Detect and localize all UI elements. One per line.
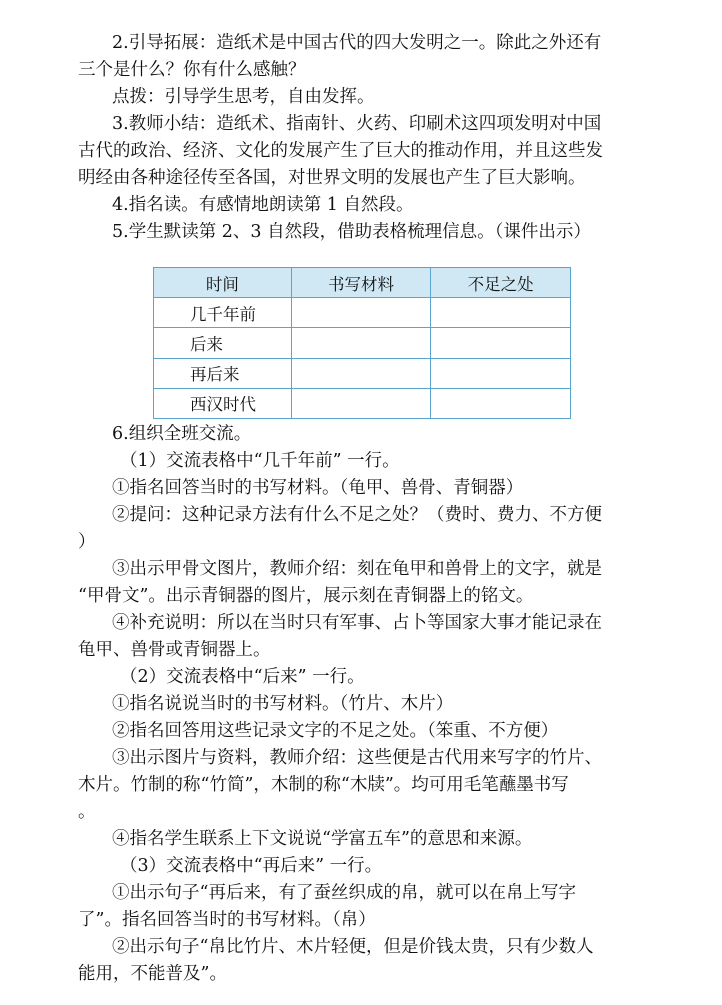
- section-3-item-1-line-2: 了”。指名回答当时的书写材料。（帛）: [78, 910, 376, 930]
- section-2-item-3-line-3: 。: [78, 802, 96, 822]
- table-cell-time: 后来: [154, 328, 292, 358]
- section-2-item-1: ①指名说说当时的书写材料。（竹片、木片）: [112, 694, 454, 714]
- paragraph-4: 4.指名读。有感情地朗读第 1 自然段。: [112, 195, 414, 215]
- section-3-item-2-line-1: ②出示句子“帛比竹片、木片轻便，但是价钱太贵，只有少数人: [112, 937, 594, 957]
- table-cell-shortcoming: [431, 328, 571, 358]
- section-1-item-4-line-2: 龟甲、兽骨或青铜器上。: [78, 640, 271, 660]
- paragraph-6: 6.组织全班交流。: [112, 424, 252, 444]
- section-3-item-1-line-1: ①出示句子“再后来，有了蚕丝织成的帛，就可以在帛上写字: [112, 883, 576, 903]
- info-table: [153, 267, 571, 419]
- table-cell-time: 再后来: [154, 358, 292, 388]
- table-cell-time: 西汉时代: [154, 388, 292, 418]
- paragraph-3-line-1: 3.教师小结：造纸术、指南针、火药、印刷术这四项发明对中国: [112, 114, 602, 134]
- paragraph-3-line-2: 古代的政治、经济、文化的发展产生了巨大的推动作用，并且这些发: [78, 141, 603, 161]
- section-2-item-4: ④指名学生联系上下文说说“学富五车”的意思和来源。: [112, 829, 533, 849]
- table-cell-material: [291, 358, 431, 388]
- section-1-heading: （1）交流表格中“几千年前” 一行。: [120, 451, 400, 471]
- table-cell-shortcoming: [431, 298, 571, 328]
- table-header-shortcoming: 不足之处: [431, 268, 571, 298]
- section-1-item-3-line-2: “甲骨文”。出示青铜器的图片，展示刻在青铜器上的铭文。: [78, 586, 534, 606]
- table-cell-material: [291, 298, 431, 328]
- paragraph-5: 5.学生默读第 2、3 自然段，借助表格梳理信息。（课件出示）: [112, 222, 591, 242]
- section-3-item-2-line-2: 能用，不能普及”。: [78, 964, 227, 984]
- table-header-row: [154, 268, 571, 298]
- section-1-item-4-line-1: ④补充说明：所以在当时只有军事、占卜等国家大事才能记录在: [112, 613, 602, 633]
- table-header-time: 时间: [154, 268, 292, 298]
- section-2-heading: （2）交流表格中“后来” 一行。: [120, 667, 365, 687]
- table-cell-shortcoming: [431, 358, 571, 388]
- table-row: [154, 388, 571, 418]
- section-1-item-2-line-2: ）: [78, 532, 96, 552]
- paragraph-2-line-1: 2.引导拓展：造纸术是中国古代的四大发明之一。除此之外还有: [112, 33, 602, 53]
- table-cell-material: [291, 328, 431, 358]
- paragraph-3-line-3: 明经由各种途径传至各国，对世界文明的发展也产生了巨大影响。: [78, 168, 586, 188]
- table-cell-shortcoming: [431, 388, 571, 418]
- table-row: [154, 358, 571, 388]
- section-1-item-3-line-1: ③出示甲骨文图片，教师介绍：刻在龟甲和兽骨上的文字，就是: [112, 559, 602, 579]
- table-cell-material: [291, 388, 431, 418]
- table-cell-time: 几千年前: [154, 298, 292, 328]
- section-2-item-3-line-1: ③出示图片与资料，教师介绍：这些便是古代用来写字的竹片、: [112, 748, 602, 768]
- section-1-item-2-line-1: ②提问：这种记录方法有什么不足之处？（费时、费力、不方便: [112, 505, 602, 525]
- table-row: [154, 298, 571, 328]
- section-2-item-2: ②指名回答用这些记录文字的不足之处。（笨重、不方便）: [112, 721, 559, 741]
- hint-paragraph: 点拨：引导学生思考，自由发挥。: [112, 87, 375, 107]
- paragraph-2-line-2: 三个是什么？你有什么感触？: [78, 60, 306, 80]
- section-1-item-1: ①指名回答当时的书写材料。（龟甲、兽骨、青铜器）: [112, 478, 524, 498]
- table-header-material: 书写材料: [291, 268, 431, 298]
- section-3-heading: （3）交流表格中“再后来” 一行。: [120, 856, 383, 876]
- table-row: [154, 328, 571, 358]
- section-2-item-3-line-2: 木片。竹制的称“竹简”，木制的称“木牍”。均可用毛笔蘸墨书写: [78, 775, 569, 795]
